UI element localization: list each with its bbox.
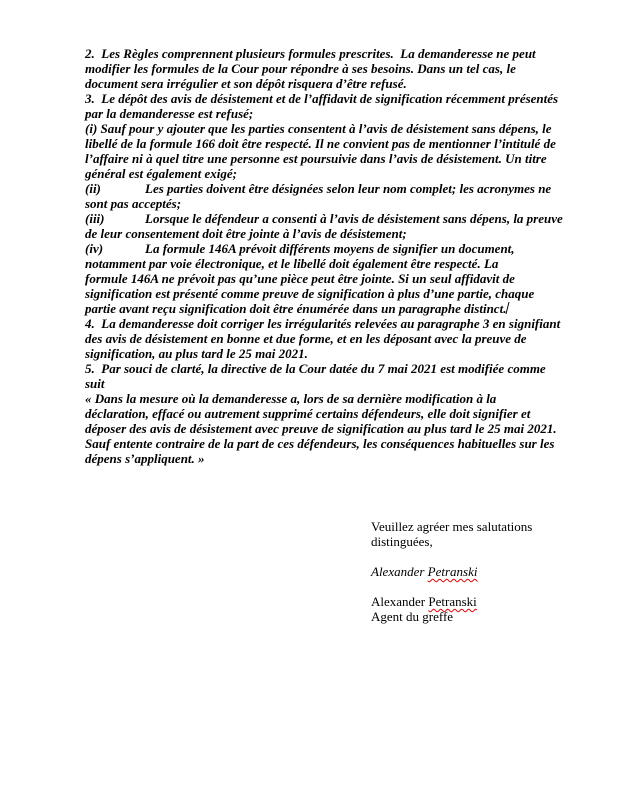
body-line: général est également exigé; <box>85 166 237 181</box>
body-line: l’affaire ni à quel titre une personne est poursuivie dans l’avis de désistement. Un titre <box>85 151 547 166</box>
body-line: déclaration, effacé ou autrement supprimé certains défendeurs, elle doit signifier et <box>85 406 531 421</box>
body-line: par la demanderesse est refusé; <box>85 106 254 121</box>
body-line: notamment par voie électronique, et le libellé doit également être respecté. La <box>85 256 499 271</box>
typed-first-name: Alexander <box>371 594 429 609</box>
document-body <box>85 46 585 466</box>
body-line: Sauf entente contraire de la part de ces défendeurs, les conséquences habituelles sur les <box>85 436 555 451</box>
typed-surname: Petranski <box>428 594 477 609</box>
body-line: (i) Sauf pour y ajouter que les parties consentent à l’avis de désistement sans dépens, le <box>85 121 552 136</box>
body-line: 4. La demanderesse doit corriger les irrégularités relevées au paragraphe 3 en signifiant <box>85 316 561 331</box>
body-line: document sera irrégulier et son dépôt risquera d’être refusé. <box>85 76 407 91</box>
closing-block <box>371 519 532 624</box>
body-line: 5. Par souci de clarté, la directive de la Cour datée du 7 mai 2021 est modifiée comme <box>85 361 546 376</box>
signature-surname: Petranski <box>427 564 478 579</box>
body-line: « Dans la mesure où la demanderesse a, lors de sa dernière modification à la <box>85 391 497 406</box>
body-line: (iii) Lorsque le défendeur a consenti à l’avis de désistement sans dépens, la preuve <box>85 211 563 226</box>
body-line: suit <box>85 376 105 391</box>
body-line-text: partie avant reçu signification doit être énumérée dans un paragraphe distinct. <box>85 301 507 316</box>
body-line: déposer des avis de désistement avec preuve de signification au plus tard le 25 mai 2021. <box>85 421 557 436</box>
body-line: dépens s’appliquent. » <box>85 451 205 466</box>
body-line: signification est présenté comme preuve de signification à plus d’une partie, chaque <box>85 286 535 301</box>
body-line: (ii) Les parties doivent être désignées selon leur nom complet; les acronymes ne <box>85 181 552 196</box>
body-line: libellé de la formule 166 doit être respecté. Il ne convient pas de mentionner l’intitulé de <box>85 136 556 151</box>
salutation-line-2: distinguées, <box>371 534 433 549</box>
body-line: modifier les formules de la Cour pour répondre à ses besoins. Dans un tel cas, le <box>85 61 516 76</box>
text-caret <box>506 302 510 314</box>
body-line: signification, au plus tard le 25 mai 2021. <box>85 346 308 361</box>
body-line: des avis de désistement en bonne et due forme, et en les déposant avec la preuve de <box>85 331 527 346</box>
signature-script <box>371 564 532 579</box>
body-line: 2. Les Règles comprennent plusieurs formules prescrites. La demanderesse ne peut <box>85 46 536 61</box>
blank-line <box>371 549 532 564</box>
signer-title: Agent du greffe <box>371 609 454 624</box>
typed-name <box>371 594 532 609</box>
body-line: 3. Le dépôt des avis de désistement et de l’affidavit de signification récemment présentés <box>85 91 559 106</box>
signature-first-name: Alexander <box>371 564 428 579</box>
body-line-with-caret <box>85 301 585 316</box>
body-line: (iv) La formule 146A prévoit différents moyens de signifier un document, <box>85 241 515 256</box>
blank-line <box>371 579 532 594</box>
salutation-line-1: Veuillez agréer mes salutations <box>371 519 533 534</box>
body-line: formule 146A ne prévoit pas qu’une pièce peut être jointe. Si un seul affidavit de <box>85 271 515 286</box>
body-line: sont pas acceptés; <box>85 196 182 211</box>
body-line: de leur consentement doit être jointe à l’avis de désistement; <box>85 226 407 241</box>
